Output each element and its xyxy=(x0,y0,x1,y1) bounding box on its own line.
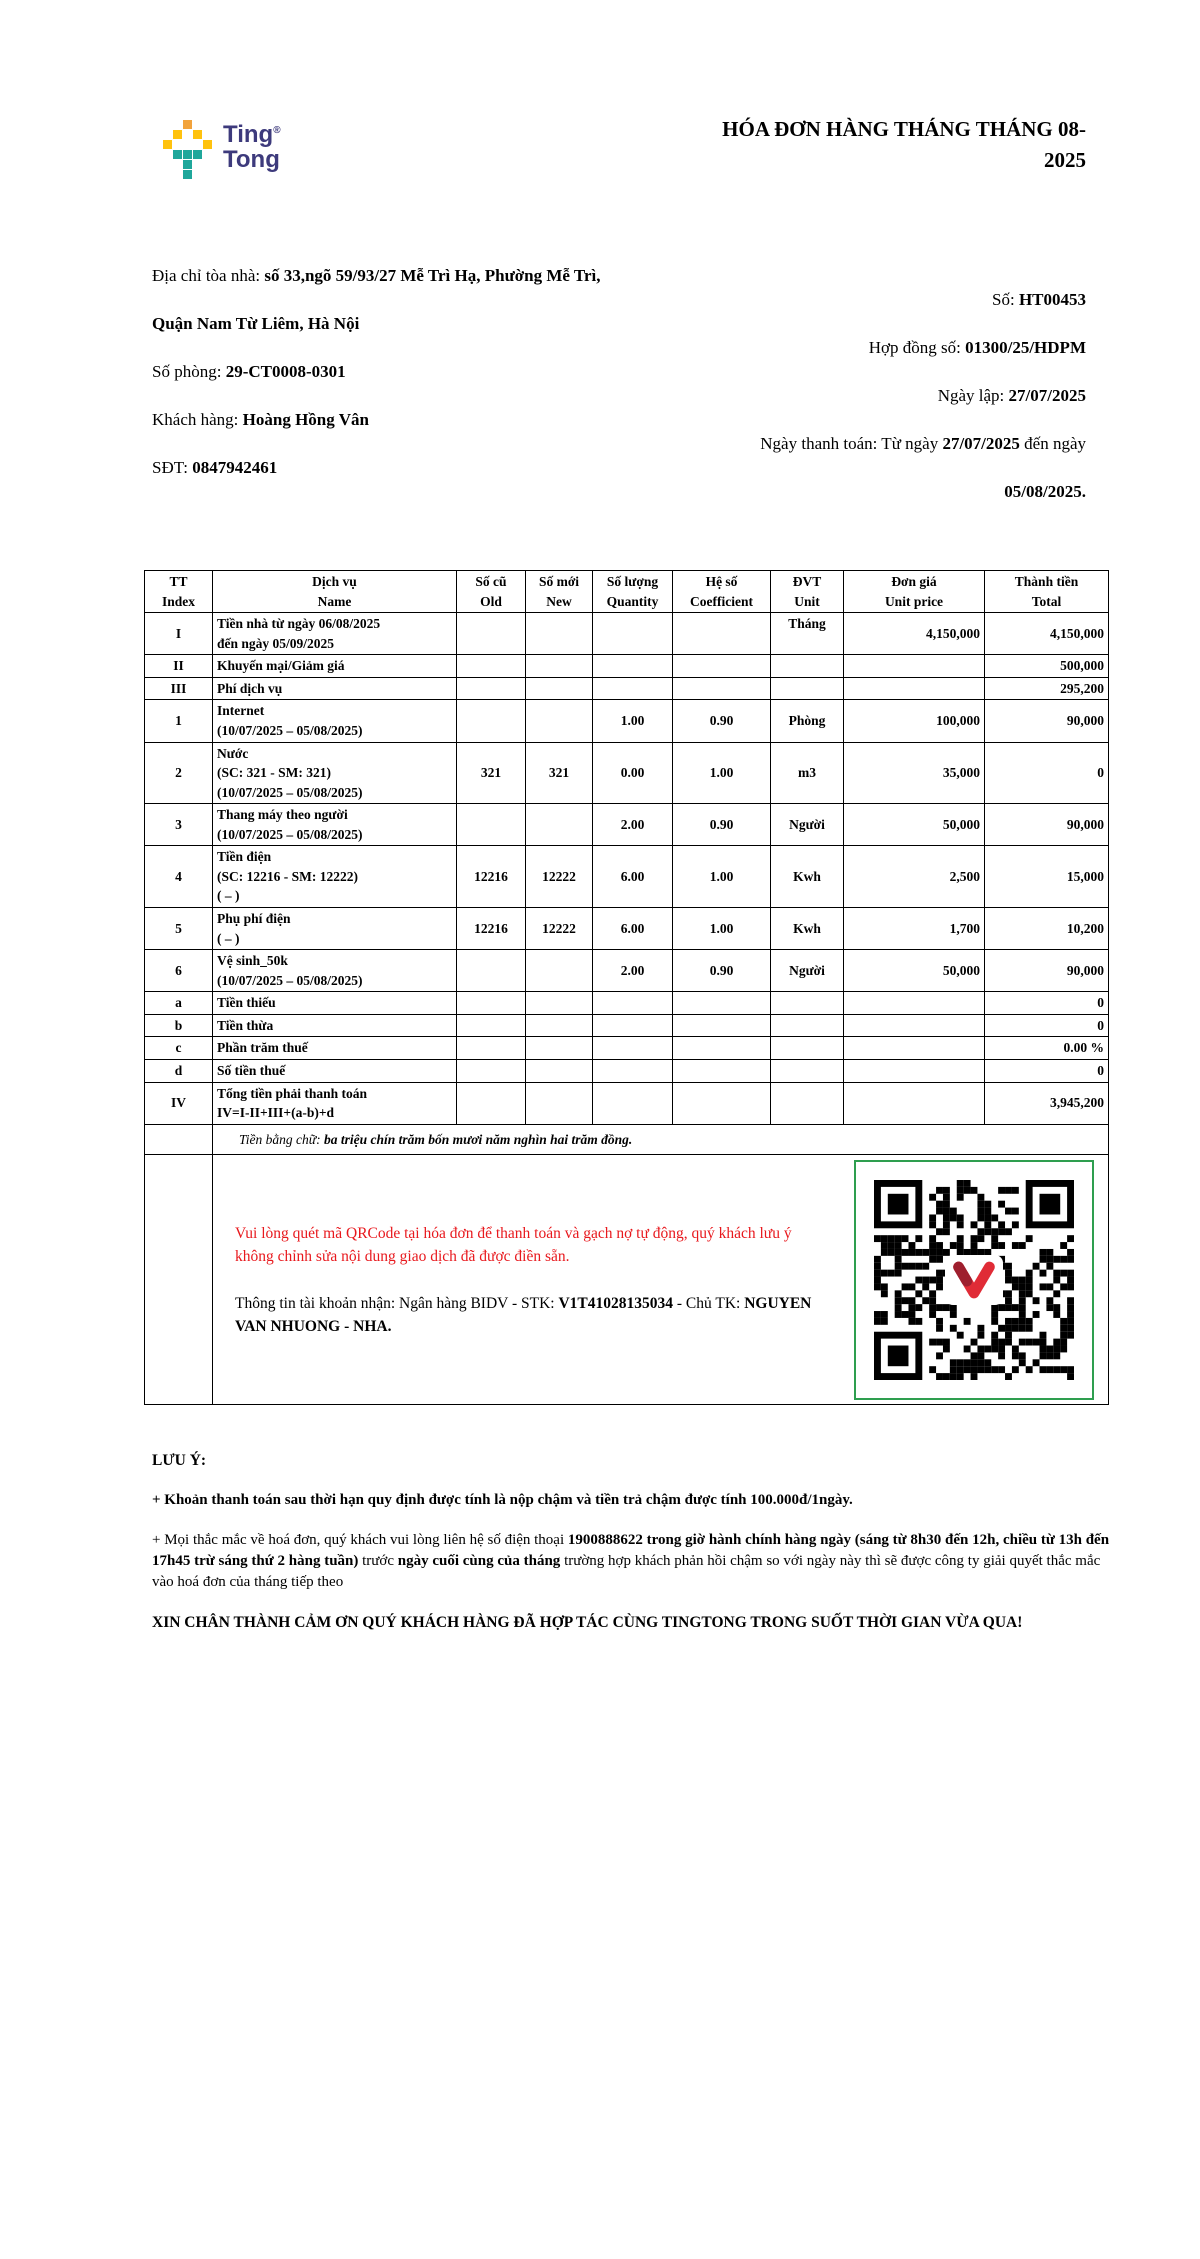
qr-row xyxy=(145,1155,1109,1405)
logo-text-ting: Ting xyxy=(223,121,274,148)
service-row xyxy=(145,655,1109,678)
cell-total: 90,000 xyxy=(985,950,1109,992)
notes-items xyxy=(152,1490,1110,1593)
cell-qty xyxy=(593,1082,673,1124)
cell-name: Phụ phí điện ( – ) xyxy=(213,908,457,950)
logo-text-tong: Tong xyxy=(223,146,280,173)
text-line: 05/08/2025. xyxy=(1004,482,1086,501)
cell-total: 10,200 xyxy=(985,908,1109,950)
cell-qty xyxy=(593,1014,673,1037)
cell-index: d xyxy=(145,1059,213,1082)
cell-price: 2,500 xyxy=(844,846,985,908)
cell-qty: 0.00 xyxy=(593,742,673,804)
cell-old xyxy=(457,950,526,992)
cell-new: 321 xyxy=(526,742,593,804)
column-header: Số cũ Old xyxy=(457,571,526,613)
column-header: Hệ số Coefficient xyxy=(673,571,771,613)
text-line: HÓA ĐƠN HÀNG THÁNG THÁNG 08- xyxy=(722,117,1086,141)
cell-unit: Kwh xyxy=(771,846,844,908)
cell-unit xyxy=(771,1082,844,1124)
cell-old xyxy=(457,700,526,742)
invoice-meta xyxy=(616,276,1086,516)
cell-new xyxy=(526,804,593,846)
column-header: Đơn giá Unit price xyxy=(844,571,985,613)
cell-unit: m3 xyxy=(771,742,844,804)
cell-total: 500,000 xyxy=(985,655,1109,678)
cell-unit: Người xyxy=(771,804,844,846)
cell-qty xyxy=(593,1037,673,1060)
cell-name: Tiền thừa xyxy=(213,1014,457,1037)
text-line: Số phòng: 29-CT0008-0301 xyxy=(152,362,346,381)
registered-mark-icon: ® xyxy=(273,125,281,136)
cell-qty xyxy=(593,992,673,1015)
cell-total: 295,200 xyxy=(985,677,1109,700)
cell-index: 3 xyxy=(145,804,213,846)
cell-total: 3,945,200 xyxy=(985,1082,1109,1124)
cell-coef: 0.90 xyxy=(673,804,771,846)
cell-old xyxy=(457,992,526,1015)
bank-account-info: Thông tin tài khoản nhận: Ngân hàng BIDV - STK: V1T41028135034 - Chủ TK: NGUYEN VAN NHUONG - NHA. xyxy=(235,1294,812,1335)
cell-coef xyxy=(673,1059,771,1082)
service-row xyxy=(145,1059,1109,1082)
cell-coef xyxy=(673,1037,771,1060)
cell-unit xyxy=(771,677,844,700)
payment-qr-code xyxy=(854,1160,1094,1400)
cell-unit: Phòng xyxy=(771,700,844,742)
cell-name: Thang máy theo người (10/07/2025 – 05/08/2025) xyxy=(213,804,457,846)
invoice-title xyxy=(466,114,1086,176)
empty-cell xyxy=(145,1155,213,1405)
text-line: 2025 xyxy=(1044,148,1086,172)
cell-name: Khuyến mại/Giảm giá xyxy=(213,655,457,678)
cell-new xyxy=(526,992,593,1015)
service-row xyxy=(145,677,1109,700)
cell-total: 90,000 xyxy=(985,804,1109,846)
cell-coef xyxy=(673,992,771,1015)
column-header: ĐVT Unit xyxy=(771,571,844,613)
column-header: Dịch vụ Name xyxy=(213,571,457,613)
cell-old xyxy=(457,1014,526,1037)
cell-price xyxy=(844,655,985,678)
cell-old xyxy=(457,1037,526,1060)
cell-new xyxy=(526,700,593,742)
vietqr-v-logo-icon xyxy=(945,1255,1003,1305)
cell-name: Tiền nhà từ ngày 06/08/2025 đến ngày 05/09/2025 xyxy=(213,613,457,655)
service-row xyxy=(145,700,1109,742)
cell-new xyxy=(526,613,593,655)
cell-qty: 2.00 xyxy=(593,804,673,846)
cell-name: Phí dịch vụ xyxy=(213,677,457,700)
customer-info xyxy=(152,252,634,492)
tingtong-logo xyxy=(163,118,281,179)
cell-name: Internet (10/07/2025 – 05/08/2025) xyxy=(213,700,457,742)
cell-unit xyxy=(771,1059,844,1082)
text-line: Ngày thanh toán: Từ ngày 27/07/2025 đến ngày xyxy=(760,434,1086,453)
cell-price xyxy=(844,1037,985,1060)
cell-name: Tổng tiền phải thanh toán IV=I-II+III+(a-b)+d xyxy=(213,1082,457,1124)
cell-unit: Kwh xyxy=(771,908,844,950)
cell-index: IV xyxy=(145,1082,213,1124)
payment-info-cell xyxy=(213,1155,1109,1405)
cell-index: I xyxy=(145,613,213,655)
cell-index: 1 xyxy=(145,700,213,742)
cell-old: 321 xyxy=(457,742,526,804)
cell-new xyxy=(526,950,593,992)
cell-name: Vệ sinh_50k (10/07/2025 – 05/08/2025) xyxy=(213,950,457,992)
cell-qty: 1.00 xyxy=(593,700,673,742)
cell-unit: Tháng xyxy=(771,613,844,655)
cell-total: 90,000 xyxy=(985,700,1109,742)
service-row xyxy=(145,742,1109,804)
cell-index: 5 xyxy=(145,908,213,950)
cell-index: 6 xyxy=(145,950,213,992)
cell-price: 4,150,000 xyxy=(844,613,985,655)
column-header: Số lượng Quantity xyxy=(593,571,673,613)
cell-price: 100,000 xyxy=(844,700,985,742)
text-line: SĐT: 0847942461 xyxy=(152,458,278,477)
cell-unit xyxy=(771,655,844,678)
cell-index: a xyxy=(145,992,213,1015)
cell-total: 0 xyxy=(985,742,1109,804)
cell-coef xyxy=(673,1014,771,1037)
services-table xyxy=(144,570,1109,1405)
cell-total: 15,000 xyxy=(985,846,1109,908)
cell-unit xyxy=(771,1037,844,1060)
cell-old xyxy=(457,613,526,655)
cell-old: 12216 xyxy=(457,846,526,908)
tingtong-logo-icon xyxy=(163,120,212,179)
cell-new xyxy=(526,1082,593,1124)
cell-new xyxy=(526,1059,593,1082)
cell-price xyxy=(844,1014,985,1037)
cell-old: 12216 xyxy=(457,908,526,950)
text-line: + Khoản thanh toán sau thời hạn quy định được tính là nộp chậm và tiền trả chậm được tính 100.000đ/1ngày. xyxy=(152,1492,853,1508)
cell-qty: 2.00 xyxy=(593,950,673,992)
service-row xyxy=(145,1082,1109,1124)
notes-heading: LƯU Ý: xyxy=(152,1452,207,1469)
text-line: + Mọi thắc mắc về hoá đơn, quý khách vui lòng liên hệ số điện thoại 1900888622 trong giờ hành chính hàng ngày (sáng từ 8h30 đến 12h, chiều từ 13h đến 17h45 trừ sáng thứ 2 hàng tuần) trước ngày cuối cùng của tháng trường hợp khách phản hồi chậm so với ngày này thì sẽ được công ty giải quyết thắc mắc vào hoá đơn của tháng tiếp theo xyxy=(152,1532,1110,1590)
service-row xyxy=(145,846,1109,908)
cell-price: 35,000 xyxy=(844,742,985,804)
cell-index: II xyxy=(145,655,213,678)
service-row xyxy=(145,992,1109,1015)
table-header-row xyxy=(145,571,1109,613)
cell-new: 12222 xyxy=(526,846,593,908)
service-row xyxy=(145,1014,1109,1037)
cell-qty xyxy=(593,1059,673,1082)
cell-index: 4 xyxy=(145,846,213,908)
text-line: Số: HT00453 xyxy=(992,290,1086,309)
cell-coef xyxy=(673,655,771,678)
amount-in-words-label: Tiền bằng chữ: xyxy=(239,1131,324,1147)
cell-price xyxy=(844,677,985,700)
text-line: Khách hàng: Hoàng Hồng Vân xyxy=(152,410,369,429)
cell-total: 0 xyxy=(985,992,1109,1015)
cell-new xyxy=(526,1037,593,1060)
service-row xyxy=(145,908,1109,950)
notes-section xyxy=(152,1452,1110,1634)
cell-coef: 1.00 xyxy=(673,908,771,950)
cell-new xyxy=(526,1014,593,1037)
cell-old xyxy=(457,1059,526,1082)
cell-qty xyxy=(593,655,673,678)
cell-price xyxy=(844,992,985,1015)
cell-old xyxy=(457,677,526,700)
service-row xyxy=(145,613,1109,655)
cell-total: 0.00 % xyxy=(985,1037,1109,1060)
cell-total: 4,150,000 xyxy=(985,613,1109,655)
cell-qty xyxy=(593,677,673,700)
cell-price: 50,000 xyxy=(844,804,985,846)
cell-qty: 6.00 xyxy=(593,846,673,908)
cell-new xyxy=(526,677,593,700)
cell-coef: 0.90 xyxy=(673,950,771,992)
cell-index: c xyxy=(145,1037,213,1060)
cell-coef xyxy=(673,613,771,655)
cell-coef xyxy=(673,1082,771,1124)
amount-in-words xyxy=(213,1124,1109,1155)
text-line: Quận Nam Từ Liêm, Hà Nội xyxy=(152,314,360,333)
cell-name: Số tiền thuế xyxy=(213,1059,457,1082)
thank-you-note: XIN CHÂN THÀNH CẢM ƠN QUÝ KHÁCH HÀNG ĐÃ HỢP TÁC CÙNG TINGTONG TRONG SUỐT THỜI GIAN VỪA QUA! xyxy=(152,1614,1023,1631)
tingtong-logo-text xyxy=(223,118,281,172)
empty-cell xyxy=(145,1124,213,1155)
cell-coef: 1.00 xyxy=(673,742,771,804)
cell-name: Tiền thiếu xyxy=(213,992,457,1015)
cell-index: b xyxy=(145,1014,213,1037)
cell-price xyxy=(844,1082,985,1124)
cell-index: 2 xyxy=(145,742,213,804)
cell-price xyxy=(844,1059,985,1082)
cell-old xyxy=(457,655,526,678)
cell-name: Phần trăm thuế xyxy=(213,1037,457,1060)
cell-unit xyxy=(771,1014,844,1037)
cell-total: 0 xyxy=(985,1059,1109,1082)
cell-total: 0 xyxy=(985,1014,1109,1037)
cell-qty: 6.00 xyxy=(593,908,673,950)
cell-index: III xyxy=(145,677,213,700)
service-row xyxy=(145,950,1109,992)
column-header: TT Index xyxy=(145,571,213,613)
qr-instruction-note: Vui lòng quét mã QRCode tại hóa đơn để thanh toán và gạch nợ tự động, quý khách lưu ý không chỉnh sửa nội dung giao dịch đã được điền sẵn. xyxy=(235,1224,792,1265)
cell-coef: 0.90 xyxy=(673,700,771,742)
cell-coef xyxy=(673,677,771,700)
text-line: Ngày lập: 27/07/2025 xyxy=(937,386,1086,405)
cell-qty xyxy=(593,613,673,655)
cell-price: 1,700 xyxy=(844,908,985,950)
cell-price: 50,000 xyxy=(844,950,985,992)
cell-name: Tiền điện (SC: 12216 - SM: 12222) ( – ) xyxy=(213,846,457,908)
cell-new: 12222 xyxy=(526,908,593,950)
cell-unit: Người xyxy=(771,950,844,992)
cell-unit xyxy=(771,992,844,1015)
amount-in-words-row xyxy=(145,1124,1109,1155)
text-line: Hợp đồng số: 01300/25/HDPM xyxy=(868,338,1086,357)
cell-coef: 1.00 xyxy=(673,846,771,908)
column-header: Thành tiền Total xyxy=(985,571,1109,613)
cell-name: Nước (SC: 321 - SM: 321) (10/07/2025 – 05/08/2025) xyxy=(213,742,457,804)
cell-new xyxy=(526,655,593,678)
column-header: Số mới New xyxy=(526,571,593,613)
text-line: Địa chỉ tòa nhà: số 33,ngõ 59/93/27 Mễ Trì Hạ, Phường Mễ Trì, xyxy=(152,266,601,285)
service-row xyxy=(145,804,1109,846)
cell-old xyxy=(457,1082,526,1124)
cell-old xyxy=(457,804,526,846)
amount-in-words-value: ba triệu chín trăm bốn mươi năm nghìn hai trăm đồng. xyxy=(323,1131,633,1147)
service-row xyxy=(145,1037,1109,1060)
